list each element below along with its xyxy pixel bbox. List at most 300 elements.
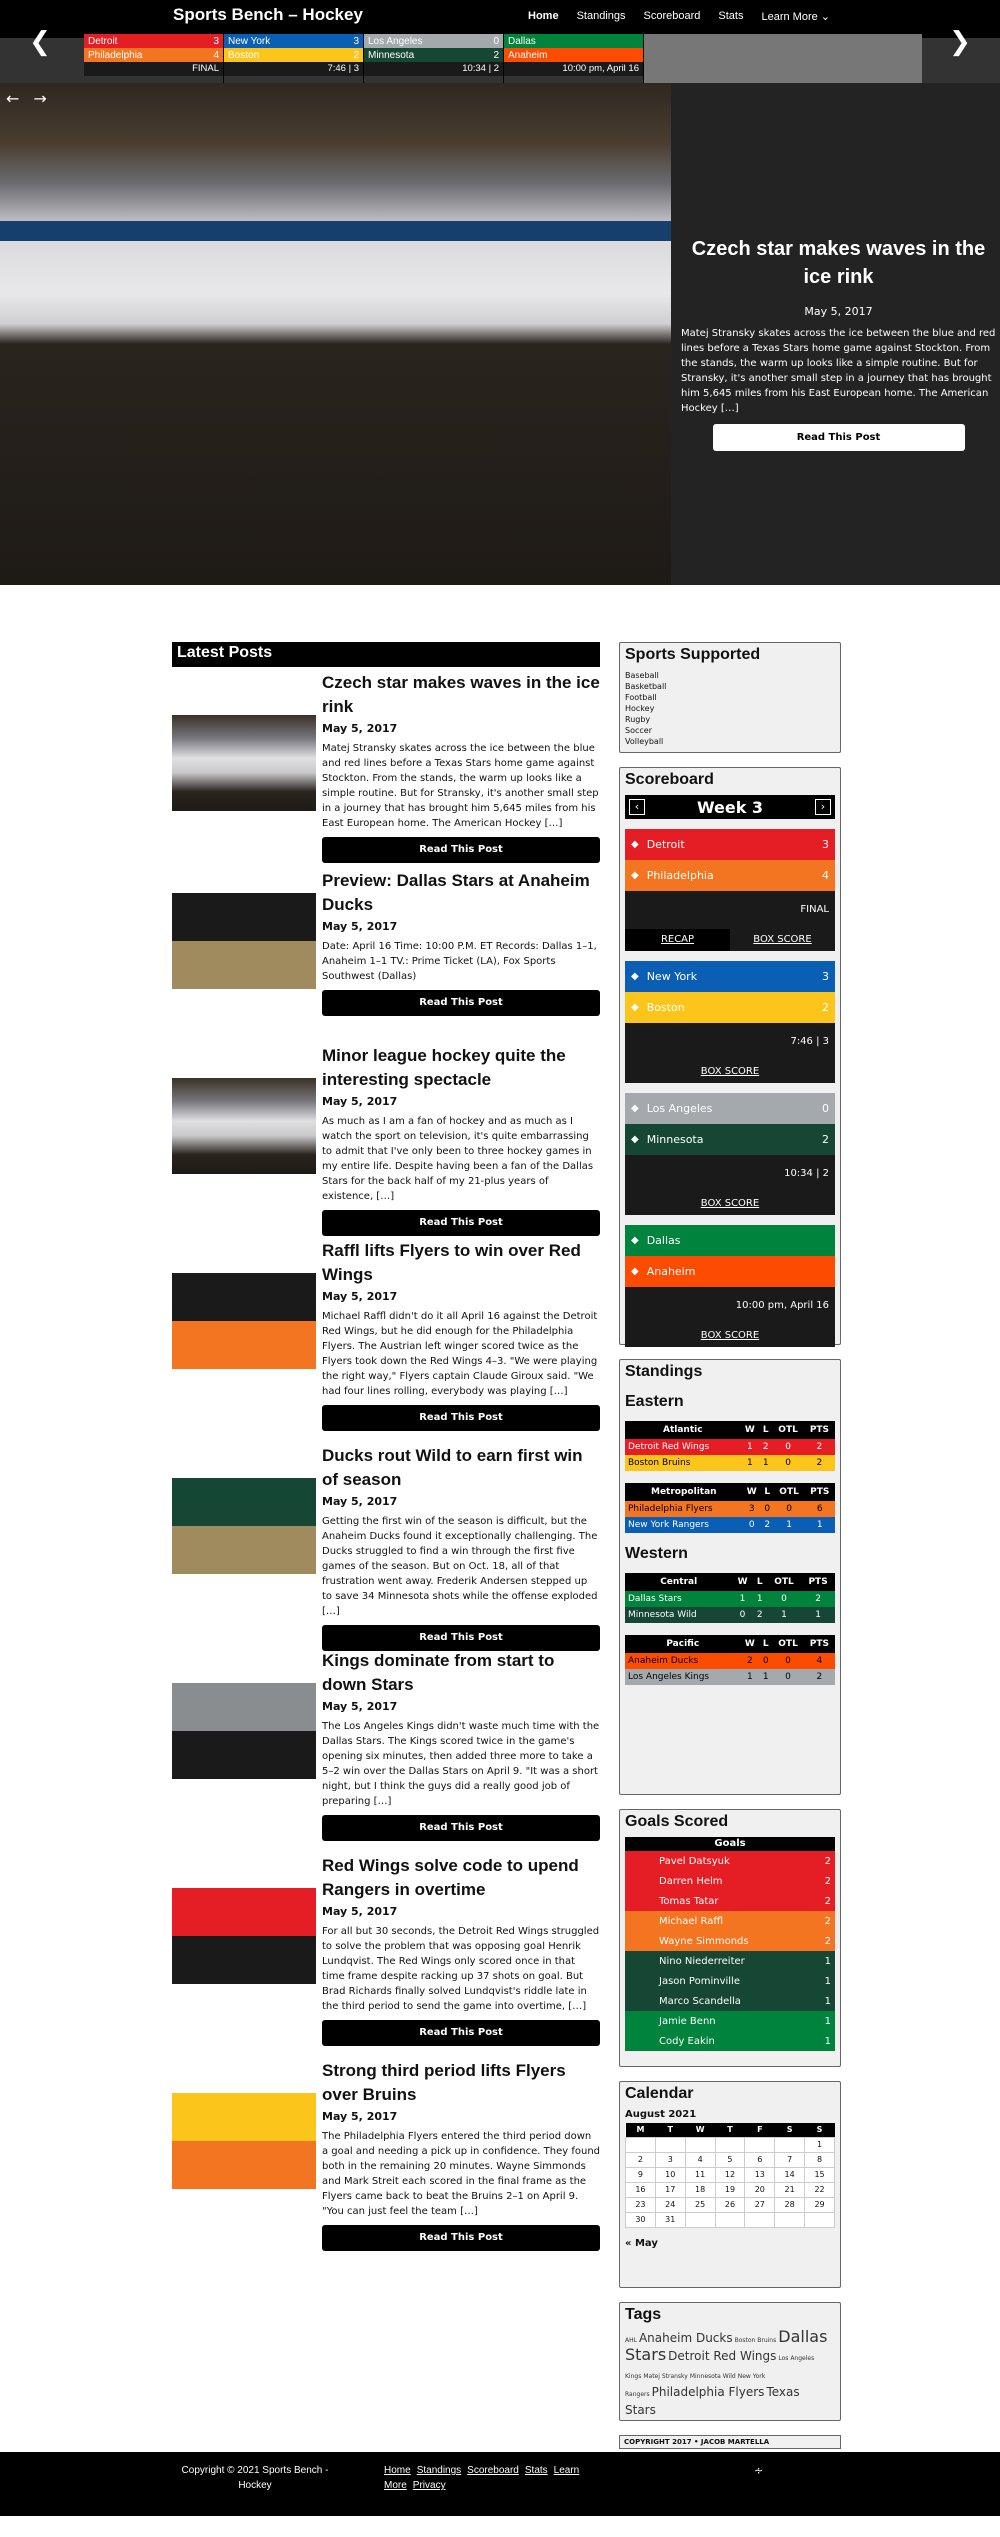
strip-game[interactable]	[364, 34, 504, 86]
standings-team: Boston Bruins	[628, 1458, 691, 1468]
tag-link[interactable]: Anaheim Ducks	[638, 2331, 733, 2345]
strip-team-score: 3	[353, 35, 359, 47]
post-title[interactable]: Red Wings solve code to upend Rangers in overtime	[322, 1856, 579, 1899]
standings-row[interactable]	[625, 1591, 835, 1607]
calendar-day: 16	[626, 2182, 656, 2197]
sport-item[interactable]: Rugby	[625, 715, 651, 724]
hero-text	[671, 83, 1000, 585]
post-item	[172, 1239, 600, 1444]
calendar-day: 3	[655, 2152, 685, 2167]
strip-game[interactable]	[224, 34, 364, 86]
standings-table	[625, 1483, 835, 1533]
calendar-day: 8	[805, 2152, 835, 2167]
scoreboard-team-row	[625, 1124, 835, 1155]
standings-col-header: PTS	[804, 1421, 835, 1439]
post-thumbnail[interactable]	[172, 715, 316, 811]
team-logo-icon: ◆	[631, 1103, 639, 1114]
calendar-widget	[619, 2081, 841, 2288]
goals-widget	[619, 1809, 841, 2067]
calendar-table	[625, 2123, 835, 2228]
player-name[interactable]: Wayne Simmonds	[659, 1935, 749, 1947]
footer-link[interactable]: Privacy	[412, 2480, 446, 2491]
player-name[interactable]: Pavel Datsyuk	[659, 1855, 730, 1867]
goals-row	[625, 1991, 835, 2011]
read-post-button[interactable]: Read This Post	[322, 2020, 600, 2046]
post-body	[322, 1239, 600, 1431]
post-item	[172, 1854, 600, 2059]
week-prev-icon[interactable]: ‹	[629, 799, 645, 815]
scoreboard-links	[625, 1193, 835, 1215]
standings-col-header: W	[741, 1421, 760, 1439]
standings-table	[625, 1573, 835, 1623]
standings-title: Standings	[625, 1363, 703, 1380]
tag-link[interactable]: Minnesota Wild	[689, 2373, 736, 2380]
scoreboard-team-name: Philadelphia	[646, 869, 714, 882]
hero-excerpt: Matej Stransky skates across the ice between the blue and red lines before a Texas Stars home game against Stockton. From the stands, the warm up looks like a simple routine. But for Stransky, it's another small step in a journey that has brought him 5,645 miles from his East European home. The American Hockey […]	[681, 328, 996, 414]
calendar-day-header: M	[626, 2123, 656, 2137]
post-thumbnail[interactable]	[172, 2093, 316, 2189]
post-date: May 5, 2017	[322, 722, 398, 735]
post-title[interactable]: Ducks rout Wild to earn first win of season	[322, 1446, 583, 1489]
standings-stat: 1	[756, 1594, 763, 1604]
post-title[interactable]: Preview: Dallas Stars at Anaheim Ducks	[322, 871, 590, 914]
strip-team-score: 4	[213, 49, 219, 61]
player-name[interactable]: Tomas Tatar	[659, 1895, 719, 1907]
calendar-day	[685, 2212, 715, 2227]
standings-team: Anaheim Ducks	[628, 1656, 699, 1666]
calendar-day: 14	[775, 2167, 805, 2182]
strip-team-row	[364, 34, 503, 48]
player-name[interactable]: Darren Helm	[659, 1875, 723, 1887]
sport-item[interactable]: Hockey	[625, 704, 655, 713]
read-post-button[interactable]: Read This Post	[322, 837, 600, 863]
standings-stat: 1	[747, 1458, 753, 1468]
post-body	[322, 1044, 600, 1236]
strip-status: FINAL	[84, 62, 223, 76]
calendar-day	[715, 2137, 745, 2152]
calendar-day	[775, 2212, 805, 2227]
latest-posts	[172, 642, 600, 2264]
division-name: Atlantic	[625, 1421, 741, 1439]
post-title[interactable]: Strong third period lifts Flyers over Bruins	[322, 2061, 566, 2104]
calendar-day	[715, 2212, 745, 2227]
calendar-day: 4	[685, 2152, 715, 2167]
calendar-day-header: T	[715, 2123, 745, 2137]
scoreboard-game	[625, 961, 835, 1083]
standings-stat: 1	[781, 1610, 787, 1620]
hero-title[interactable]: Czech star makes waves in the ice rink	[691, 238, 986, 288]
strip-team-row	[224, 48, 363, 62]
standings-stat: 1	[762, 1672, 769, 1682]
standings-row[interactable]	[625, 1501, 835, 1517]
standings-stat: 0	[748, 1520, 755, 1530]
calendar-prev-month[interactable]: « May	[625, 2237, 658, 2249]
calendar-day: 18	[685, 2182, 715, 2197]
player-goals: 1	[824, 1955, 831, 1967]
post-body	[322, 671, 600, 863]
latest-posts-heading: Latest Posts	[172, 642, 600, 667]
strip-games	[84, 34, 922, 86]
scoreboard-team-row	[625, 992, 835, 1023]
standings-stat: 0	[785, 1672, 791, 1682]
goals-title: Goals Scored	[625, 1813, 729, 1830]
scoreboard-team-row	[625, 1256, 835, 1287]
strip-team-name: New York	[228, 35, 271, 47]
tag-link[interactable]: Boston Bruins	[734, 2337, 777, 2344]
strip-team-row	[84, 34, 223, 48]
scoreboard-team-row	[625, 860, 835, 891]
post-body	[322, 869, 600, 1016]
footer-link[interactable]: Scoreboard	[467, 2465, 519, 2476]
tag-link[interactable]: Detroit Red Wings	[668, 2349, 777, 2363]
sport-item[interactable]: Baseball	[625, 671, 659, 680]
footer-link[interactable]: Stats	[524, 2465, 548, 2476]
standings-col-header: L	[759, 1635, 772, 1653]
goals-row	[625, 1911, 835, 1931]
standings-col-header: W	[741, 1635, 760, 1653]
goals-row	[625, 1971, 835, 1991]
nav-item[interactable]: Stats	[718, 10, 744, 22]
scoreboard-status: 10:00 pm, April 16	[625, 1287, 835, 1325]
post-thumbnail[interactable]	[172, 1683, 316, 1779]
standings-stat: 0	[785, 1656, 791, 1666]
read-post-button[interactable]: Read This Post	[322, 1625, 600, 1651]
post-date: May 5, 2017	[322, 2110, 398, 2123]
goals-row	[625, 1871, 835, 1891]
calendar-day: 27	[745, 2197, 775, 2212]
copyright-widget: COPYRIGHT 2017 • JACOB MARTELLA	[619, 2435, 841, 2449]
scoreboard-link[interactable]: BOX SCORE	[700, 1066, 760, 1077]
sports-widget	[619, 642, 841, 753]
standings-stat: 2	[816, 1672, 823, 1682]
player-name[interactable]: Michael Raffl	[659, 1915, 724, 1927]
standings-stat: 0	[785, 1442, 791, 1452]
calendar-day: 10	[655, 2167, 685, 2182]
post-excerpt: For all but 30 seconds, the Detroit Red Wings struggled to solve the problem that was opposing goal Henrik Lundqvist. The Red Wings only scored once in that time frame despite racking up 37 shots on goal. But Brad Richards finally solved Lundqvist's riddle late in the third period to send the game into overtime, […]	[322, 1926, 600, 2012]
post-thumbnail[interactable]	[172, 893, 316, 989]
standings-row[interactable]	[625, 1607, 835, 1623]
read-post-button[interactable]: Read This Post	[322, 1405, 600, 1431]
read-post-button[interactable]: Read This Post	[322, 1815, 600, 1841]
division-name: Central	[625, 1573, 732, 1591]
standings-row[interactable]	[625, 1517, 835, 1533]
goals-row	[625, 2031, 835, 2051]
calendar-day: 31	[655, 2212, 685, 2227]
post-title[interactable]: Raffl lifts Flyers to win over Red Wings	[322, 1241, 581, 1284]
player-goals: 1	[824, 1995, 831, 2007]
strip-game[interactable]	[504, 34, 644, 86]
scoreboard-team-score: 0	[822, 1102, 829, 1115]
sports-title: Sports Supported	[625, 646, 761, 663]
hero-prev-icon[interactable]: ←	[6, 89, 20, 108]
calendar-day-header: W	[685, 2123, 715, 2137]
scoreboard-team-name: New York	[646, 970, 698, 983]
standings-col-header: OTL	[774, 1483, 805, 1501]
standings-stat: 0	[764, 1504, 771, 1514]
main-nav	[528, 10, 830, 23]
team-logo-icon: ◆	[631, 839, 639, 850]
player-name[interactable]: Marco Scandella	[659, 1995, 741, 2007]
calendar-day: 15	[805, 2167, 835, 2182]
standings-col-header: L	[761, 1483, 774, 1501]
conference-name: Eastern	[625, 1393, 684, 1410]
post-body	[322, 1444, 600, 1651]
nav-item[interactable]: Home	[528, 10, 559, 22]
scoreboard-team-row	[625, 1093, 835, 1124]
goals-row	[625, 2011, 835, 2031]
sport-item[interactable]: Volleyball	[625, 737, 664, 746]
strip-team-row	[504, 48, 643, 62]
tag-link[interactable]: Matej Stransky	[643, 2373, 688, 2380]
standings-stat: 3	[748, 1504, 755, 1514]
standings-stat: 0	[739, 1610, 746, 1620]
read-post-button[interactable]: Read This Post	[322, 2225, 600, 2251]
read-post-button[interactable]: Read This Post	[322, 990, 600, 1016]
tag-link[interactable]: New York Rangers	[625, 2373, 766, 2398]
scoreboard-games	[625, 829, 835, 1347]
standings-stat: 2	[816, 1458, 823, 1468]
standings-stat: 0	[786, 1504, 792, 1514]
post-item	[172, 869, 600, 1044]
post-excerpt: As much as I am a fan of hockey and as much as I watch the sport on television, it's quite embarrassing to admit that I've only been to three hockey games in my entire life. Despite having been a fan of the Dallas Stars for the back half of my 21-plus years of existence, […]	[322, 1116, 594, 1202]
calendar-day: 20	[745, 2182, 775, 2197]
post-date: May 5, 2017	[322, 1700, 398, 1713]
post-excerpt: Matej Stransky skates across the ice between the blue and red lines before a Texas Stars home game against Stockton. From the stands, the warm up looks like a simple routine. But for Stransky, it's another small step in a journey that has brought him 5,645 miles from his East European home. The American Hockey […]	[322, 743, 599, 829]
hero-image	[0, 83, 671, 585]
post-item	[172, 1444, 600, 1649]
read-post-button[interactable]: Read This Post	[322, 1210, 600, 1236]
strip-status: 7:46 | 3	[224, 62, 363, 76]
calendar-day: 30	[626, 2212, 656, 2227]
post-thumbnail[interactable]	[172, 1478, 316, 1574]
site-brand[interactable]: Sports Bench – Hockey	[173, 5, 363, 24]
scoreboard-game	[625, 829, 835, 951]
scoreboard-team-score: 3	[822, 970, 829, 983]
tag-link[interactable]: AHL	[625, 2337, 637, 2344]
standings-stat: 2	[756, 1610, 763, 1620]
nav-item[interactable]: Learn More ⌄	[761, 11, 830, 23]
scoreboard-link[interactable]: BOX SCORE	[700, 1198, 760, 1209]
strip-team-score: 2	[353, 49, 359, 61]
player-goals: 2	[824, 1915, 831, 1927]
player-name[interactable]: Cody Eakin	[659, 2035, 715, 2047]
post-date: May 5, 2017	[322, 1095, 398, 1108]
scoreboard-team-name: Los Angeles	[646, 1102, 713, 1115]
calendar-day: 24	[655, 2197, 685, 2212]
scoreboard-team-name: Dallas	[646, 1234, 681, 1247]
post-body	[322, 1649, 600, 1841]
standings-stat: 0	[781, 1594, 787, 1604]
scoreboard-link[interactable]: RECAP	[625, 929, 730, 951]
footer-link[interactable]: Learn More	[384, 2465, 580, 2491]
goals-list	[625, 1851, 835, 2051]
post-excerpt: The Philadelphia Flyers entered the third period down a goal and needing a pick up in confidence. They found both in the remaining 20 minutes. Wayne Simmonds and Mark Streit each scored in the final frame as the Flyers came back to beat the Bruins 2–1 on April 9. "You can just feel the team […]	[322, 2131, 600, 2217]
division-name: Metropolitan	[625, 1483, 743, 1501]
strip-team-score: 2	[493, 49, 499, 61]
calendar-day	[745, 2212, 775, 2227]
calendar-day	[745, 2137, 775, 2152]
calendar-day	[805, 2212, 835, 2227]
calendar-day: 13	[745, 2167, 775, 2182]
strip-prev-icon[interactable]: ❮	[29, 27, 51, 57]
calendar-day: 19	[715, 2182, 745, 2197]
goals-row	[625, 1951, 835, 1971]
team-logo-icon: ◆	[631, 1266, 639, 1277]
scoreboard-team-score: 2	[822, 1001, 829, 1014]
post-title[interactable]: Minor league hockey quite the interesting spectacle	[322, 1046, 566, 1089]
calendar-day: 6	[745, 2152, 775, 2167]
strip-game[interactable]	[84, 34, 224, 86]
week-next-icon[interactable]: ›	[815, 799, 831, 815]
tag-link[interactable]: Philadelphia Flyers	[651, 2385, 765, 2399]
sport-item[interactable]: Basketball	[625, 682, 667, 691]
tags-widget	[619, 2302, 841, 2421]
standings-stat: 0	[762, 1656, 769, 1666]
standings-col-header: L	[759, 1421, 772, 1439]
post-thumbnail[interactable]	[172, 1273, 316, 1369]
hero-slider	[0, 83, 1000, 585]
standings-row[interactable]	[625, 1439, 835, 1455]
scoreboard-team-score: 4	[822, 869, 829, 882]
calendar-day-header: S	[805, 2123, 835, 2137]
calendar-day: 11	[685, 2167, 715, 2182]
standings-stat: 1	[746, 1672, 753, 1682]
player-goals: 2	[824, 1895, 831, 1907]
standings-table	[625, 1635, 835, 1685]
footer-link[interactable]: Home	[384, 2465, 411, 2476]
division-name: Pacific	[625, 1635, 741, 1653]
standings-col-header: OTL	[772, 1421, 804, 1439]
post-item	[172, 1044, 600, 1239]
post-title[interactable]: Czech star makes waves in the ice rink	[322, 673, 600, 716]
scoreboard-game	[625, 1093, 835, 1215]
standings-stat: 2	[746, 1656, 753, 1666]
strip-team-name: Minnesota	[368, 49, 415, 61]
strip-team-row	[364, 48, 503, 62]
hero-read-button[interactable]: Read This Post	[713, 424, 965, 451]
strip-team-name: Boston	[228, 49, 260, 61]
calendar-day	[626, 2137, 656, 2152]
player-name[interactable]: Jamie Benn	[659, 2015, 716, 2027]
calendar-day: 1	[805, 2137, 835, 2152]
post-date: May 5, 2017	[322, 920, 398, 933]
scoreboard-widget	[619, 767, 841, 1345]
standings-row[interactable]	[625, 1653, 835, 1669]
player-name[interactable]: Nino Niederreiter	[659, 1955, 745, 1967]
scoreboard-links	[625, 1061, 835, 1083]
team-logo-icon: ◆	[631, 971, 639, 982]
calendar-title: Calendar	[625, 2085, 694, 2102]
calendar-day: 7	[775, 2152, 805, 2167]
player-name[interactable]: Jason Pominville	[659, 1975, 740, 1987]
strip-filler	[644, 34, 922, 86]
nav-item[interactable]: Standings	[576, 10, 626, 22]
calendar-day: 2	[626, 2152, 656, 2167]
sport-item[interactable]: Football	[625, 693, 657, 702]
strip-team-name: Los Angeles	[368, 35, 423, 47]
team-logo-icon: ◆	[631, 1235, 639, 1246]
footer	[0, 2452, 1000, 2516]
strip-next-icon[interactable]: ❯	[949, 27, 971, 57]
scoreboard-link[interactable]: BOX SCORE	[700, 1330, 760, 1341]
post-thumbnail[interactable]	[172, 1078, 316, 1174]
tags-title: Tags	[625, 2306, 662, 2323]
tag-link[interactable]: Texas Stars	[625, 2385, 800, 2417]
strip-team-score: 0	[493, 35, 499, 47]
team-logo-icon: ◆	[631, 1134, 639, 1145]
footer-link[interactable]: Standings	[416, 2465, 462, 2476]
standings-stat: 2	[816, 1442, 823, 1452]
post-title[interactable]: Kings dominate from start to down Stars	[322, 1651, 555, 1694]
tag-link[interactable]: Los Angeles Kings	[625, 2355, 815, 2380]
calendar-day: 22	[805, 2182, 835, 2197]
player-goals: 2	[824, 1935, 831, 1947]
footer-links	[384, 2463, 624, 2493]
scoreboard-team-score: 3	[822, 838, 829, 851]
conference-name: Western	[625, 1545, 688, 1562]
post-date: May 5, 2017	[322, 1290, 398, 1303]
standings-stat: 0	[785, 1458, 791, 1468]
standings-team: Los Angeles Kings	[628, 1672, 710, 1682]
calendar-day: 29	[805, 2197, 835, 2212]
scoreboard-links	[625, 929, 835, 951]
standings-stat: 1	[762, 1458, 769, 1468]
scoreboard-team-row	[625, 961, 835, 992]
strip-team-name: Dallas	[508, 35, 536, 47]
week-label: Week 3	[696, 797, 764, 817]
team-logo-icon: ◆	[631, 870, 639, 881]
calendar-day-header: T	[655, 2123, 685, 2137]
tag-link[interactable]: Dallas Stars	[625, 2327, 828, 2364]
sports-list	[625, 670, 835, 747]
player-goals: 1	[824, 2015, 831, 2027]
content	[0, 585, 1000, 2452]
post-excerpt: Getting the first win of the season is difficult, but the Anaheim Ducks found it exceptionally challenging. The Ducks struggled to find a win through the first five games of the season. But on Oct. 18, all of that frustration went away. Frederik Andersen stepped up to save 34 Minnesota shots while the offense exploded […]	[322, 1516, 598, 1617]
calendar-day: 17	[655, 2182, 685, 2197]
nav-item[interactable]: Scoreboard	[643, 10, 701, 22]
scoreboard-status: FINAL	[625, 891, 835, 929]
calendar-day-header: F	[745, 2123, 775, 2137]
calendar-day: 9	[626, 2167, 656, 2182]
scoreboard-title: Scoreboard	[625, 771, 714, 788]
hero-next-icon[interactable]: →	[33, 89, 47, 108]
calendar-day: 21	[775, 2182, 805, 2197]
standings-stat: 4	[816, 1656, 823, 1666]
player-goals: 1	[824, 1975, 831, 1987]
sport-item[interactable]: Soccer	[625, 726, 652, 735]
scoreboard-links	[625, 1325, 835, 1347]
standings-team: Minnesota Wild	[628, 1610, 697, 1620]
strip-team-name: Anaheim	[508, 49, 548, 61]
calendar-day	[655, 2137, 685, 2152]
strip-team-name: Detroit	[88, 35, 118, 47]
strip-team-score: 3	[213, 35, 219, 47]
scoreboard-team-score: 2	[822, 1133, 829, 1146]
strip-status: 10:00 pm, April 16	[504, 62, 643, 76]
sidebar	[619, 642, 841, 2449]
standings-row[interactable]	[625, 1669, 835, 1685]
strip-team-row	[84, 48, 223, 62]
rss-icon[interactable]: ∻	[754, 2465, 764, 2477]
hero-date: May 5, 2017	[804, 305, 873, 318]
standings-col-header: OTL	[772, 1635, 804, 1653]
standings-row[interactable]	[625, 1455, 835, 1471]
scoreboard-link[interactable]: BOX SCORE	[753, 934, 812, 945]
post-thumbnail[interactable]	[172, 1888, 316, 1984]
standings-stat: 1	[786, 1520, 792, 1530]
scoreboard-team-name: Minnesota	[646, 1133, 704, 1146]
tag-cloud	[625, 2327, 835, 2417]
